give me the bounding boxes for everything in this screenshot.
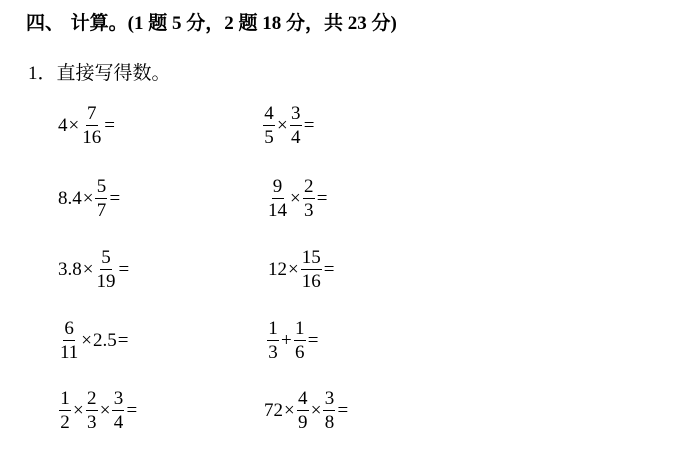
fraction <box>95 248 116 291</box>
numerator: 9 <box>272 176 283 197</box>
fraction <box>95 177 107 220</box>
section-scoring: (1 题 5 分，2 题 18 分，共 23 分) <box>127 13 397 34</box>
equals-sign: = <box>303 115 315 136</box>
denominator: 7 <box>96 200 107 221</box>
numerator: 3 <box>290 103 301 124</box>
fraction <box>267 177 288 220</box>
fraction <box>263 104 275 147</box>
problem-4 <box>266 177 328 220</box>
denominator: 4 <box>113 412 124 433</box>
fraction <box>86 389 98 432</box>
fraction <box>59 319 79 362</box>
equals-sign: = <box>126 400 138 421</box>
problem-2 <box>262 104 315 147</box>
whole-number: 3.8 <box>58 259 82 280</box>
equals-sign: = <box>117 330 129 351</box>
denominator: 16 <box>82 127 102 148</box>
problem-6 <box>268 248 335 291</box>
denominator: 11 <box>60 342 79 363</box>
operator: × <box>290 188 301 209</box>
fraction <box>323 389 335 432</box>
numerator: 4 <box>264 103 274 124</box>
operator: × <box>277 115 288 136</box>
denominator: 3 <box>86 412 97 433</box>
numerator: 3 <box>113 388 124 409</box>
numerator: 3 <box>324 388 335 409</box>
operator: × <box>99 400 111 421</box>
denominator: 9 <box>297 412 308 433</box>
fraction <box>297 389 309 432</box>
operator: × <box>81 330 93 351</box>
question-1 <box>28 58 171 85</box>
denominator: 6 <box>294 342 305 363</box>
equals-sign: = <box>109 188 121 209</box>
denominator: 14 <box>268 200 287 221</box>
denominator: 19 <box>96 271 116 292</box>
problem-5 <box>58 248 130 291</box>
numerator: 6 <box>64 318 74 339</box>
numerator: 5 <box>96 176 107 197</box>
section-title: 计算。 <box>70 12 128 34</box>
problem-7 <box>58 319 129 362</box>
denominator: 3 <box>303 200 314 221</box>
fraction <box>112 389 124 432</box>
denominator: 16 <box>301 271 321 292</box>
section-number: 四、 <box>26 12 65 34</box>
question-text: 直接写得数。 <box>56 62 171 84</box>
equals-sign: = <box>323 259 335 280</box>
numerator: 1 <box>60 388 70 409</box>
problem-1 <box>58 104 116 147</box>
numerator: 1 <box>268 318 278 339</box>
operator: + <box>281 330 292 351</box>
equals-sign: = <box>337 400 349 421</box>
fraction <box>267 319 279 362</box>
operator: × <box>68 115 80 136</box>
operator: × <box>288 259 299 280</box>
problem-8 <box>266 319 319 362</box>
problem-10 <box>264 389 349 432</box>
numerator: 1 <box>294 318 305 339</box>
numerator: 15 <box>301 247 321 268</box>
whole-number: 4 <box>58 115 68 136</box>
operator: × <box>82 259 94 280</box>
denominator: 4 <box>290 127 301 148</box>
numerator: 2 <box>86 388 97 409</box>
operator: × <box>310 400 322 421</box>
denominator: 5 <box>264 127 274 148</box>
equals-sign: = <box>104 115 115 136</box>
operator: × <box>82 188 94 209</box>
equals-sign: = <box>307 330 319 351</box>
problem-9 <box>58 389 138 432</box>
operator: × <box>284 400 295 421</box>
fraction <box>290 104 302 147</box>
section-heading <box>26 8 397 35</box>
decimal-number: 2.5 <box>93 330 117 351</box>
numerator: 7 <box>86 103 97 124</box>
fraction <box>59 389 71 432</box>
fraction <box>294 319 306 362</box>
numerator: 4 <box>297 388 308 409</box>
whole-number: 12 <box>268 259 287 280</box>
operator: × <box>73 400 84 421</box>
denominator: 8 <box>324 412 335 433</box>
whole-number: 8.4 <box>58 188 82 209</box>
numerator: 5 <box>101 247 111 268</box>
denominator: 3 <box>268 342 278 363</box>
question-number: 1． <box>28 63 57 84</box>
fraction <box>301 248 322 291</box>
equals-sign: = <box>316 188 328 209</box>
numerator: 2 <box>303 176 314 197</box>
fraction <box>81 104 102 147</box>
problem-3 <box>58 177 121 220</box>
denominator: 2 <box>60 412 70 433</box>
equals-sign: = <box>118 259 130 280</box>
fraction <box>303 177 315 220</box>
whole-number: 72 <box>264 400 283 421</box>
